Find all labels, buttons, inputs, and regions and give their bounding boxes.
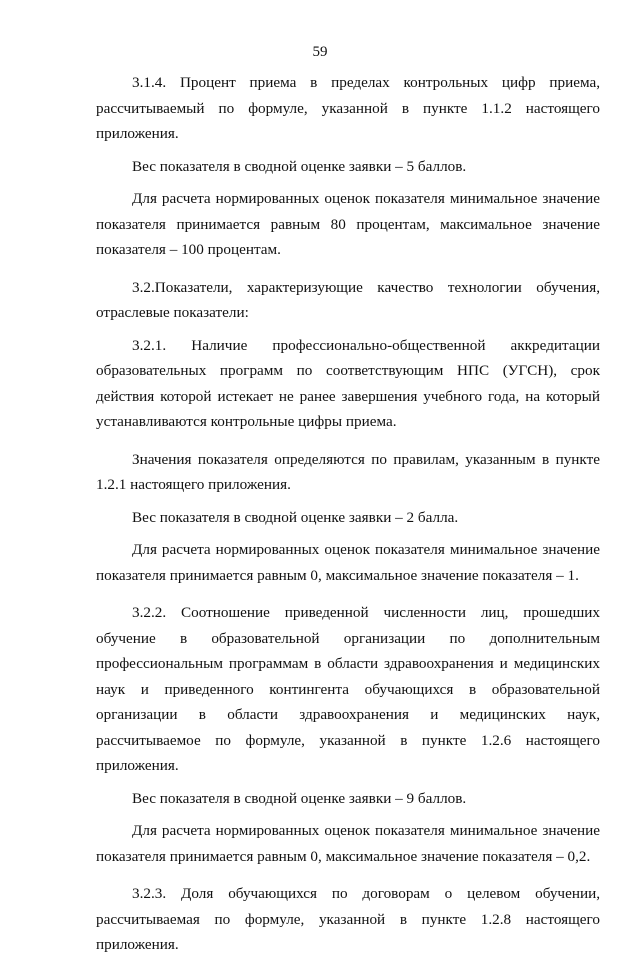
- paragraph-weight-5: Вес показателя в сводной оценке заявки – 5 баллов.: [132, 157, 467, 175]
- document-body: [96, 70, 600, 958]
- paragraph-3-2-heading: 3.2.Показатели, характеризующие качество технологии обучения, отраслевые показатели:: [96, 278, 600, 321]
- paragraph-weight-9: Вес показателя в сводной оценке заявки – 9 баллов.: [132, 789, 467, 807]
- paragraph-3-2-1: 3.2.1. Наличие профессионально-общественной аккредитации образовательных программ по соответствующим НПС (УГСН), срок действия которой истекает не ранее завершения учебного года, на который устанавливаются контрольные цифры приема.: [96, 336, 600, 430]
- page-number: 59: [312, 44, 328, 60]
- paragraph-3-1-4: 3.1.4. Процент приема в пределах контрольных цифр приема, рассчитываемый по формуле, указанной в пункте 1.1.2 настоящего приложения.: [96, 74, 600, 142]
- paragraph-values-rule: Значения показателя определяются по правилам, указанным в пункте 1.2.1 настоящего приложения.: [96, 450, 600, 493]
- paragraph-normalization-0-0-2: Для расчета нормированных оценок показателя минимальное значение показателя принимается равным 0, максимальное значение показателя – 0,2.: [96, 822, 600, 865]
- paragraph-3-2-3: 3.2.3. Доля обучающихся по договорам о целевом обучении, рассчитываемая по формуле, указанной в пункте 1.2.8 настоящего приложения.: [96, 885, 600, 953]
- paragraph-weight-2: Вес показателя в сводной оценке заявки – 2 балла.: [132, 508, 459, 526]
- paragraph-normalization-80-100: Для расчета нормированных оценок показателя минимальное значение показателя принимается равным 80 процентам, максимальное значение показателя – 100 процентам.: [96, 190, 600, 258]
- paragraph-normalization-0-1: Для расчета нормированных оценок показателя минимальное значение показателя принимается равным 0, максимальное значение показателя – 1.: [96, 541, 600, 584]
- paragraph-3-2-2: 3.2.2. Соотношение приведенной численности лиц, прошедших обучение в образовательной организации по дополнительным профессиональным программам в области здравоохранения и медицинских наук и приведенного контингента обучающихся в образовательной организации в области здравоохранения и медицинских наук, рассчитываемое по формуле, указанной в пункте 1.2.6 настоящего приложения.: [96, 604, 600, 774]
